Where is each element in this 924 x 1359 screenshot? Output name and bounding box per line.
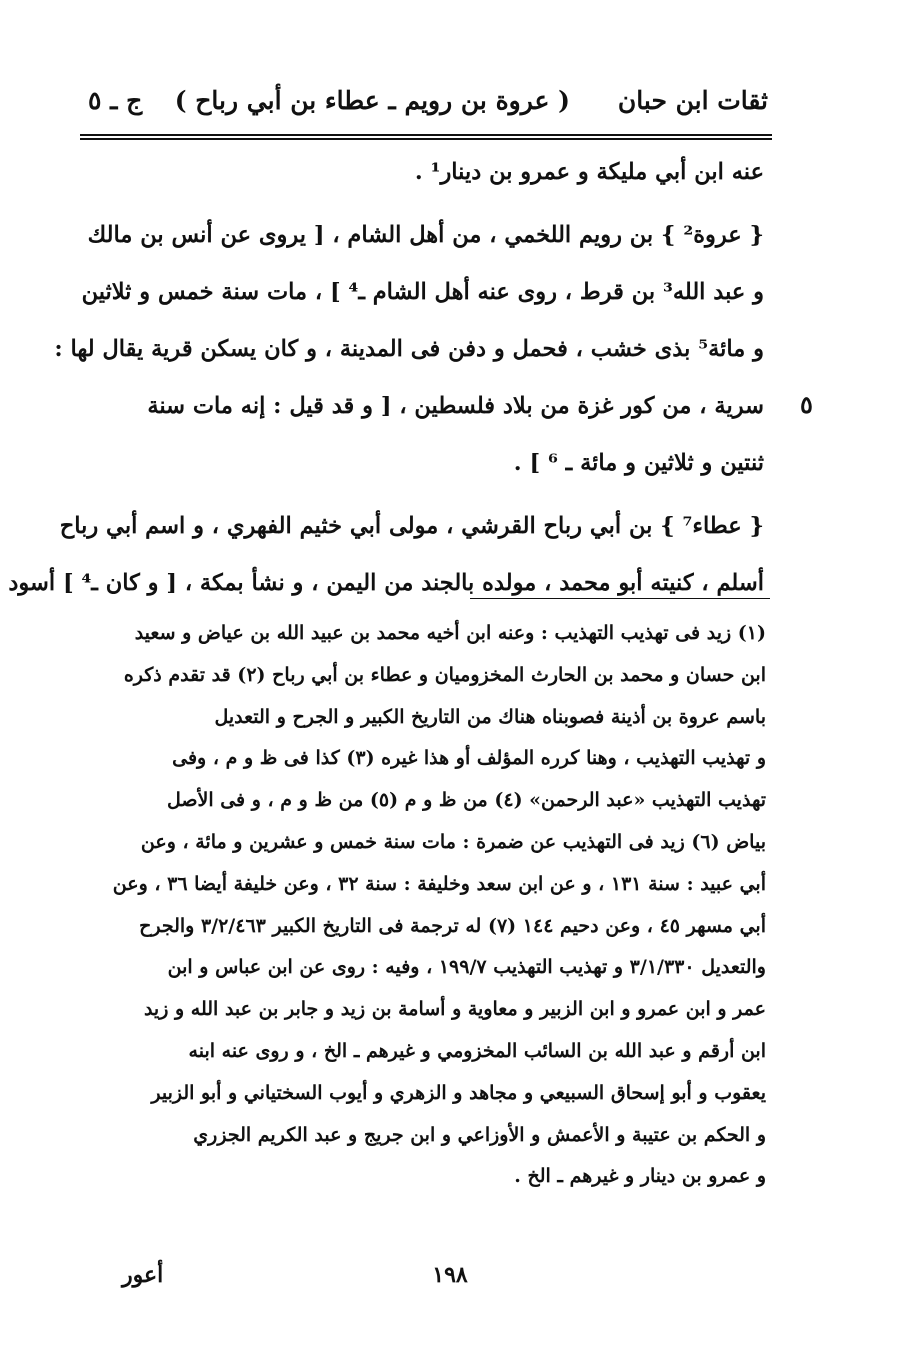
footnote-line: عمر و ابن عمرو و ابن الزبير و معاوية و أسامة بن زيد و جابر بن عبد الله و زيد: [143, 998, 766, 1021]
running-header: [88, 78, 768, 128]
text-line: ثنتين و ثلاثين و مائة ـ ⁶ ] .: [513, 450, 764, 476]
footnote-line: بياض (٦) زيد فى التهذيب عن ضمرة : مات سنة خمس و عشرين و مائة ، وعن: [140, 830, 766, 853]
text-line: { عطاء⁷ } بن أبي رباح القرشي ، مولى أبي خثيم الفهري ، و اسم أبي رباح: [59, 513, 764, 539]
text-line: أسلم ، كنيته أبو محمد ، مولده بالجند من اليمن ، و نشأ بمكة ، [ و كان ـ⁴ ] أسود: [8, 570, 764, 596]
section-subtitle: ( عروة بن رويم ـ عطاء بن أبي رباح ): [174, 86, 570, 115]
footnote-line: يعقوب و أبو إسحاق السبيعي و مجاهد و الزهري و أيوب السختياني و أبو الزبير: [151, 1081, 766, 1104]
line-number-marker: ٥: [800, 390, 813, 419]
footnote-line: ابن أرقم و عبد الله بن السائب المخزومي و غيرهم ـ الخ ، و روى عنه ابنه: [188, 1039, 766, 1062]
footnote-separator: [470, 598, 770, 599]
footnote-line: تهذيب التهذيب «عبد الرحمن» (٤) من ظ و م (٥) من ظ و م ، و فى الأصل: [166, 789, 766, 812]
footnote-line: و الحكم بن عتيبة و الأعمش و الأوزاعي و ابن جريج و عبد الكريم الجزري: [193, 1123, 766, 1146]
header-double-rule: [80, 134, 772, 140]
page-number: ١٩٨: [432, 1262, 468, 1288]
footnote-line: و عمرو بن دينار و غيرهم ـ الخ .: [514, 1165, 766, 1188]
footnotes: [96, 614, 766, 1199]
footnote-line: و تهذيب التهذيب ، وهنا كرره المؤلف أو هذا غيره (٣) كذا فى ظ و م ، وفى: [172, 747, 766, 770]
text-line: و مائة⁵ بذى خشب ، فحمل و دفن فى المدينة ، و كان يسكن قرية يقال لها :: [54, 336, 764, 362]
main-text: [8, 150, 764, 618]
book-title: ثقات ابن حبان: [617, 86, 768, 115]
catchword: أعور: [122, 1262, 164, 1288]
text-line: عنه ابن أبي مليكة و عمرو بن دينار¹ .: [414, 159, 764, 185]
footnote-line: (١) زيد فى تهذيب التهذيب : وعنه ابن أخيه محمد بن عبيد الله بن عياض و سعيد: [134, 622, 766, 644]
footnote-line: باسم عروة بن أذينة فصوبناه هناك من التاريخ الكبير و الجرح و التعديل: [214, 705, 766, 728]
text-line: و عبد الله³ بن قرط ، روى عنه أهل الشام ـ⁴ ] ، مات سنة خمس و ثلاثين: [81, 279, 764, 305]
text-line: سرية ، من كور غزة من بلاد فلسطين ، [ و قد قيل : إنه مات سنة: [147, 393, 764, 419]
text-line: { عروة² } بن رويم اللخمي ، من أهل الشام ، [ يروى عن أنس بن مالك: [87, 222, 764, 248]
footnote-line: ابن حسان و محمد بن الحارث المخزوميان و عطاء بن أبي رباح (٢) قد تقدم ذكره: [123, 663, 766, 686]
footnote-line: أبي مسهر ٤٥ ، وعن دحيم ١٤٤ (٧) له ترجمة فى التاريخ الكبير ٣/٢/٤٦٣ والجرح: [139, 914, 766, 937]
volume-label: ج ـ ٥: [88, 86, 143, 115]
page-footer: [100, 1262, 770, 1302]
footnote-line: والتعديل ٣/١/٣٣٠ و تهذيب التهذيب ١٩٩/٧ ، وفيه : روى عن ابن عباس و ابن: [167, 956, 766, 979]
footnote-line: أبي عبيد : سنة ١٣١ ، و عن ابن سعد وخليفة : سنة ٣٢ ، وعن خليفة أيضا ٣٦ ، وعن: [112, 872, 766, 895]
